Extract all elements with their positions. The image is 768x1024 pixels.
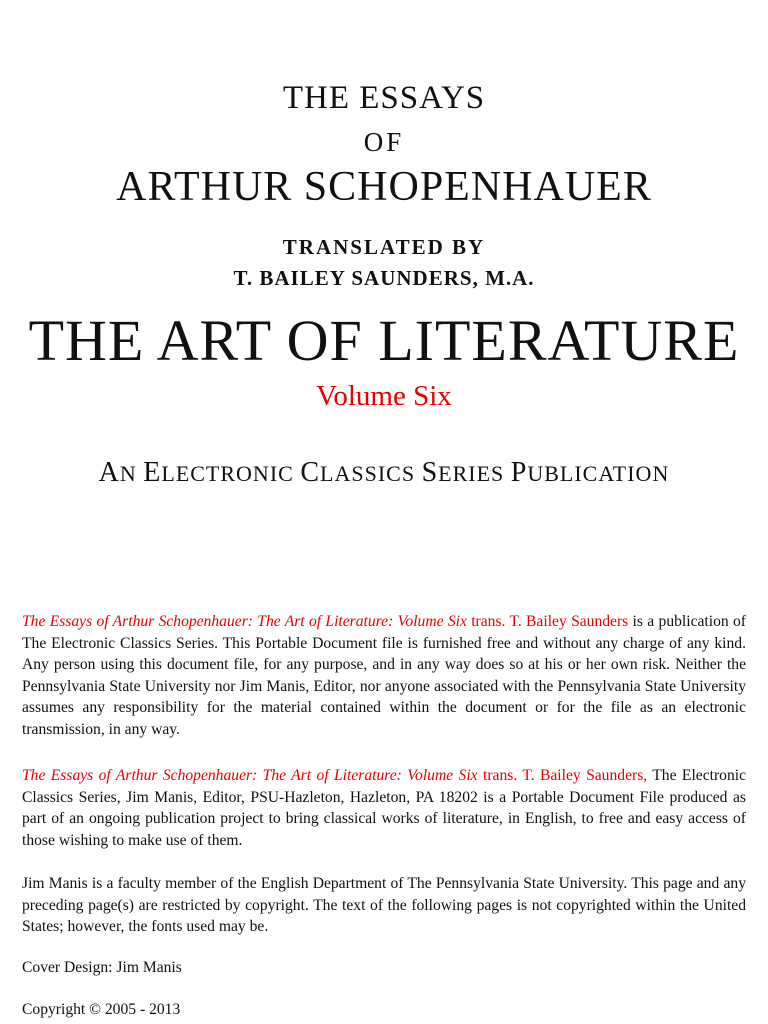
volume-subtitle: Volume Six xyxy=(316,380,452,412)
disclaimer-paragraph xyxy=(22,611,746,740)
publication-info-paragraph xyxy=(22,765,746,851)
copyright-notice-paragraph: Jim Manis is a faculty member of the English Department of The Pennsylvania State University. This page and any preceding page(s) are restricted by copyright. The text of the following pages is not copyrighted within the United States; however, the fonts used may be. xyxy=(22,875,746,935)
translator-ref: trans. T. Bailey Saunders, xyxy=(477,767,648,784)
publication-info-text: The Electronic Classics Series, Jim Manis, Editor, PSU-Hazleton, Hazleton, PA 18202 is a Portable Document File produced as part of an ongoing publication project to bring classical works of literature, in English, to free and easy access of those wishing to make use of them. xyxy=(22,767,746,849)
author-name: ARTHUR SCHOPENHAUER xyxy=(116,164,652,210)
cover-design-credit: Cover Design: Jim Manis xyxy=(22,959,182,976)
disclaimer-text: is a publication of The Electronic Classics Series. This Portable Document file is furnished free and without any charge of any kind. Any person using this document file, for any purpose, and in any way does so at his or her own risk. Neither the Pennsylvania State University nor Jim Manis, Editor, nor anyone associated with the Pennsylvania State University assumes any responsibility for the material contained within the document or for the file as an electronic transmission, in any way. xyxy=(22,613,746,738)
book-title-ref: The Essays of Arthur Schopenhauer: The Art of Literature: Volume Six xyxy=(22,767,478,784)
translator-name: T. BAILEY SAUNDERS, M.A. xyxy=(233,266,535,290)
translated-by-label: TRANSLATED BY xyxy=(282,235,486,259)
book-title: THE ART OF LITERATURE xyxy=(28,308,740,373)
of-heading: OF xyxy=(363,127,405,157)
series-publication-line: AN ELECTRONIC CLASSICS SERIES PUBLICATION xyxy=(98,457,670,488)
book-title-ref: The Essays of Arthur Schopenhauer: The Art of Literature: Volume Six xyxy=(22,613,467,630)
copyright-line: Copyright © 2005 - 2013 xyxy=(22,1001,181,1018)
essays-heading: THE ESSAYS xyxy=(282,80,486,116)
translator-ref: trans. T. Bailey Saunders xyxy=(466,613,629,630)
